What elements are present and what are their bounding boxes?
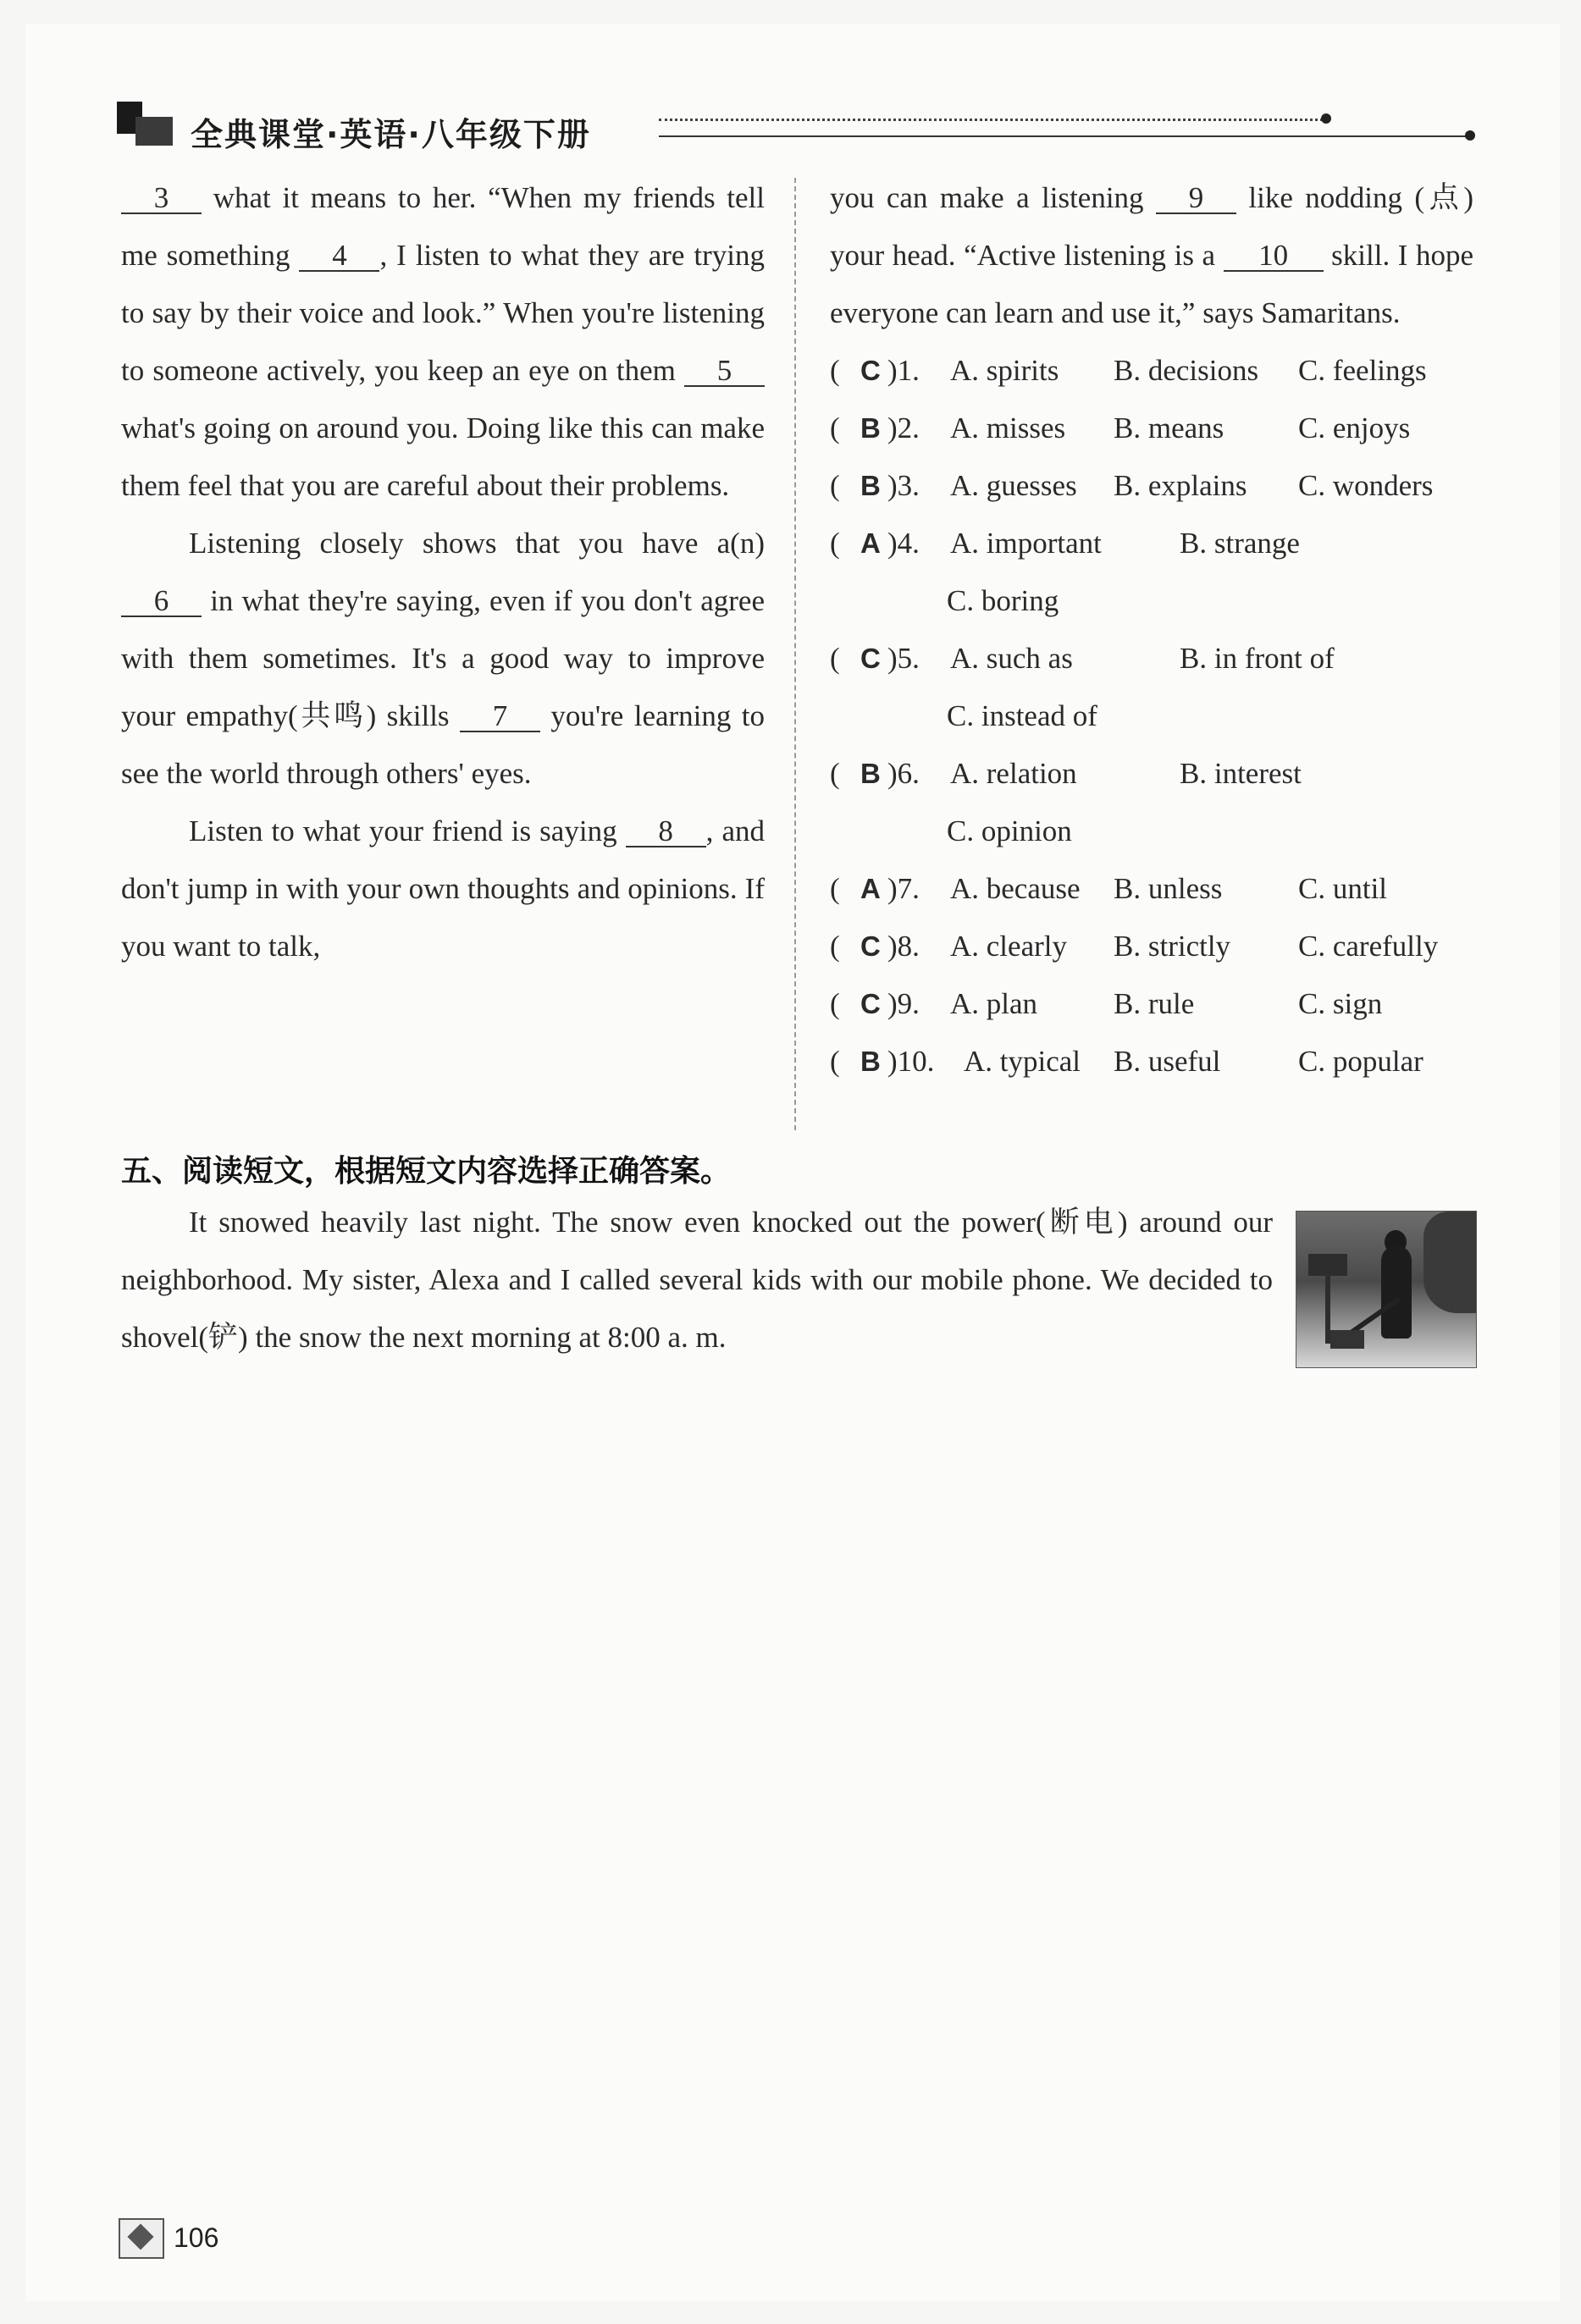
answer-mark: A (860, 873, 881, 904)
option-b: B. rule (1114, 987, 1195, 1020)
open-paren: ( (830, 987, 840, 1020)
text-segment: , and don't jump in with your own thoughts and opinions. If you want to talk, (121, 814, 765, 963)
option-a: A. plan (950, 987, 1038, 1020)
open-paren: ( (830, 930, 840, 963)
question-number: )6. (887, 757, 920, 790)
answer-mark: B (860, 758, 881, 789)
open-paren: ( (830, 527, 840, 560)
option-c: C. sign (1298, 987, 1383, 1020)
question-item (830, 1033, 1473, 1090)
question-item (830, 342, 1473, 400)
snow-shoveling-photo (1296, 1211, 1477, 1368)
option-a: A. misses (950, 411, 1066, 444)
option-c: C. carefully (1298, 930, 1439, 963)
answer-mark: C (860, 643, 881, 674)
option-c: C. until (1298, 872, 1388, 905)
option-c: C. feelings (1298, 354, 1427, 387)
blank-5: 5 (684, 356, 765, 387)
blank-3: 3 (121, 184, 202, 214)
option-c: C. popular (1298, 1045, 1423, 1078)
question-number: )8. (887, 930, 920, 963)
passage-paragraph-1 (121, 169, 765, 515)
photo-mailbox (1308, 1254, 1347, 1276)
question-item-continued (830, 687, 1473, 745)
answer-mark: A (860, 527, 881, 559)
answer-mark: B (860, 470, 881, 501)
answer-mark: B (860, 1046, 881, 1077)
header-logo-block-secondary (135, 117, 173, 146)
option-b: B. means (1114, 411, 1224, 444)
option-b: B. in front of (1180, 642, 1335, 675)
option-c: C. instead of (947, 699, 1097, 732)
left-column-passage (121, 169, 765, 975)
question-item (830, 515, 1473, 572)
text-segment: you can make a listening (830, 181, 1144, 214)
open-paren: ( (830, 642, 840, 675)
reading-passage (121, 1194, 1273, 1366)
passage-paragraph: It snowed heavily last night. The snow even knocked out the power(断电) around our neighborhood. My sister, Alexa and I called several kids with our mobile phone. We decided to shovel(铲) the snow the next morning at 8:00 a. m. (121, 1206, 1273, 1354)
blank-8: 8 (626, 817, 706, 847)
blank-4: 4 (299, 241, 379, 272)
question-item-continued (830, 803, 1473, 860)
question-item (830, 918, 1473, 975)
photo-shovel-blade (1330, 1330, 1364, 1349)
option-b: B. explains (1114, 469, 1247, 502)
option-a: A. guesses (950, 469, 1077, 502)
answer-mark: C (860, 988, 881, 1019)
option-a: A. such as (950, 642, 1073, 675)
text-segment: like nodding (点) your head. “Active listening is a (830, 181, 1473, 272)
header-dot-marker (1321, 113, 1331, 124)
option-a: A. important (950, 527, 1102, 560)
question-item-continued (830, 572, 1473, 630)
passage-paragraph-continued (830, 169, 1473, 342)
question-item (830, 457, 1473, 515)
question-number: )7. (887, 872, 920, 905)
option-b: B. interest (1180, 757, 1302, 790)
question-number: )3. (887, 469, 920, 502)
blank-10: 10 (1224, 241, 1324, 272)
option-a: A. relation (950, 757, 1077, 790)
page-number: 106 (174, 2222, 219, 2253)
section-heading: 五、阅读短文，根据短文内容选择正确答案。 (121, 1154, 732, 1189)
option-a: A. typical (964, 1045, 1081, 1078)
text-segment: in what they're saying, even if you don't agree with them sometimes. It's a good way to improve your empathy(共鸣) skills (121, 584, 765, 732)
diamond-icon (127, 2223, 153, 2249)
question-list (830, 342, 1473, 1090)
passage-paragraph-2 (121, 515, 765, 803)
column-divider (794, 178, 796, 1130)
text-segment: skill. I hope everyone can learn and use it,” says Samaritans. (830, 239, 1474, 329)
open-paren: ( (830, 1045, 840, 1078)
answer-mark: C (860, 930, 881, 962)
option-c: C. enjoys (1298, 411, 1411, 444)
open-paren: ( (830, 354, 840, 387)
option-c: C. wonders (1298, 469, 1434, 502)
page-number-diamond-icon (119, 2218, 164, 2259)
passage-paragraph-3 (121, 803, 765, 975)
option-c: C. boring (947, 584, 1059, 617)
question-item (830, 400, 1473, 457)
option-b: B. decisions (1114, 354, 1259, 387)
text-segment: you're learning to see the world through others' eyes. (121, 699, 766, 790)
question-number: )5. (887, 642, 920, 675)
text-segment: what it means to her. “When my friends tell me something (121, 181, 766, 272)
text-segment: Listen to what your friend is saying (189, 814, 617, 847)
option-a: A. because (950, 872, 1081, 905)
text-segment: what's going on around you. Doing like this can make them feel that you are careful about their problems. (121, 411, 765, 502)
text-segment: , I listen to what they are trying to say by their voice and look.” When you're listening to someone actively, you keep an eye on them (121, 239, 765, 387)
header-dotted-rule (659, 119, 1328, 121)
blank-7: 7 (460, 702, 540, 732)
option-b: B. unless (1114, 872, 1223, 905)
question-number: )2. (887, 411, 920, 444)
option-b: B. strictly (1114, 930, 1231, 963)
question-item (830, 975, 1473, 1033)
open-paren: ( (830, 872, 840, 905)
option-a: A. clearly (950, 930, 1067, 963)
blank-9: 9 (1156, 184, 1236, 214)
option-b: B. strange (1180, 527, 1300, 560)
question-number: )4. (887, 527, 920, 560)
question-number: )9. (887, 987, 920, 1020)
photo-person-body (1381, 1245, 1412, 1339)
option-b: B. useful (1114, 1045, 1221, 1078)
header-title: 全典课堂·英语·八年级下册 (191, 116, 591, 153)
question-number: )10. (887, 1045, 935, 1078)
option-a: A. spirits (950, 354, 1059, 387)
open-paren: ( (830, 757, 840, 790)
header-end-marker (1465, 130, 1475, 141)
blank-6: 6 (121, 587, 202, 617)
question-item (830, 745, 1473, 803)
answer-mark: C (860, 355, 881, 386)
text-segment: Listening closely shows that you have a(n) (189, 527, 765, 560)
question-item (830, 630, 1473, 687)
right-column (830, 169, 1473, 1090)
header-solid-rule (659, 135, 1472, 137)
question-number: )1. (887, 354, 920, 387)
question-item (830, 860, 1473, 918)
option-c: C. opinion (947, 814, 1072, 847)
open-paren: ( (830, 469, 840, 502)
photo-tree (1423, 1212, 1476, 1313)
answer-mark: B (860, 412, 881, 444)
open-paren: ( (830, 411, 840, 444)
